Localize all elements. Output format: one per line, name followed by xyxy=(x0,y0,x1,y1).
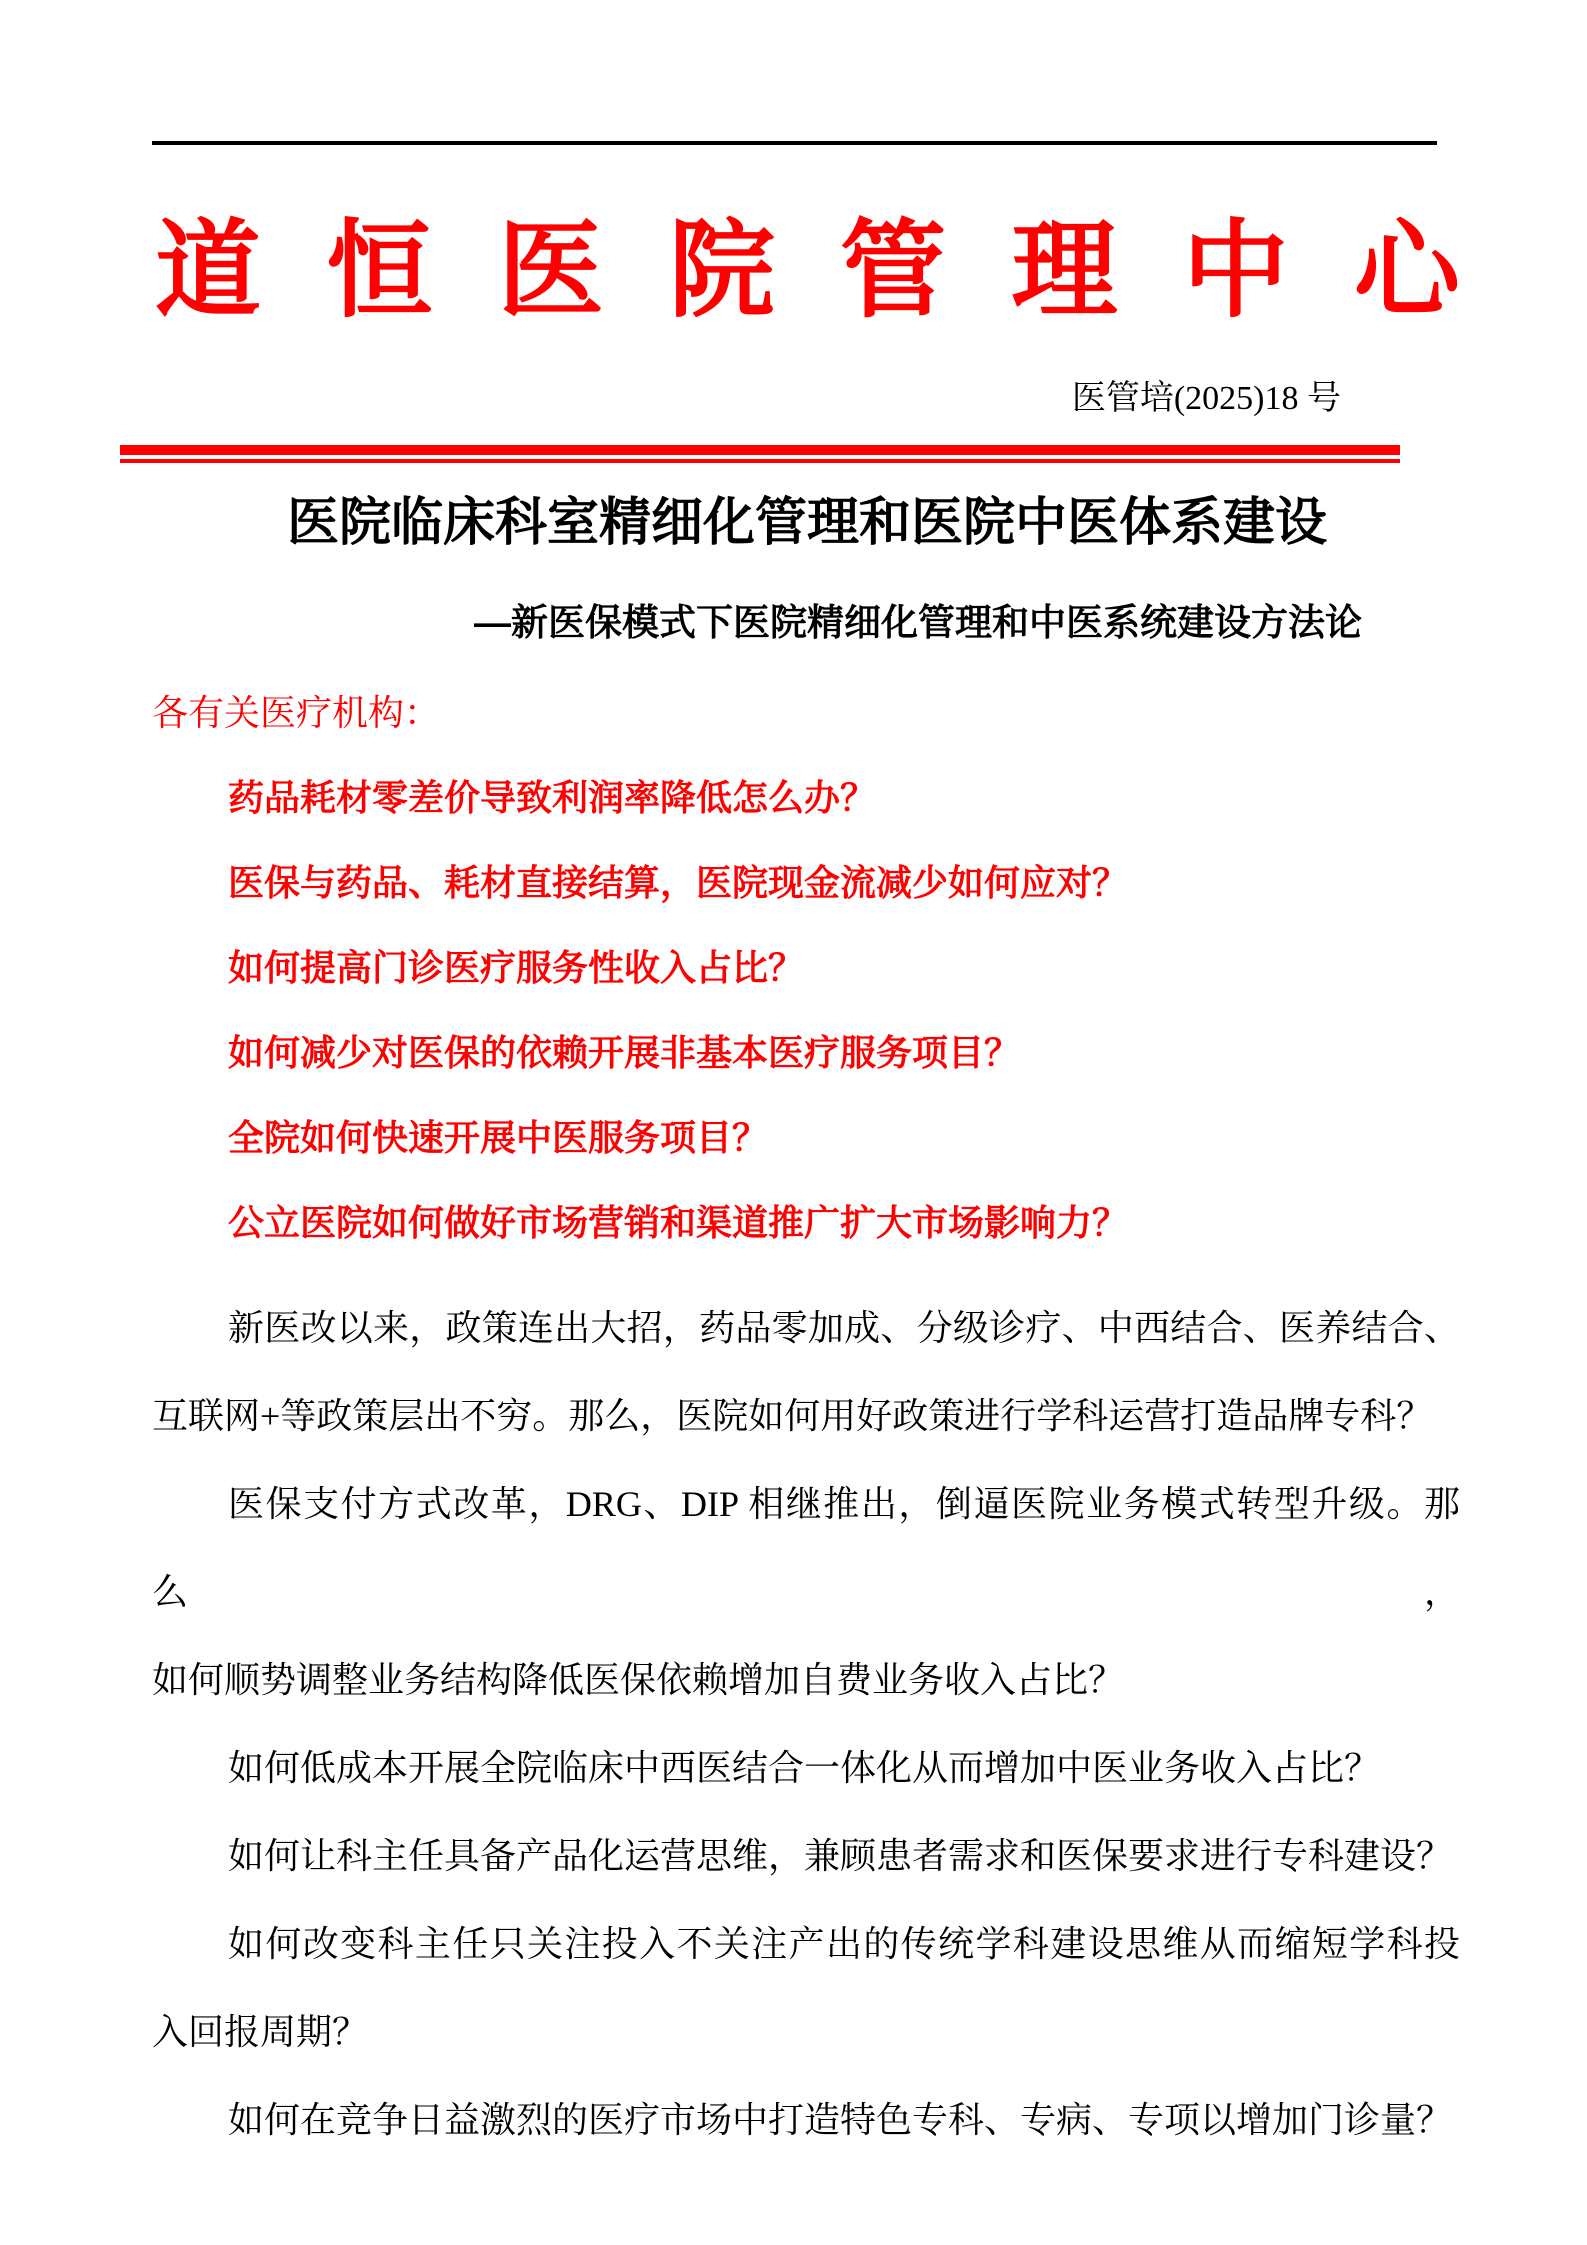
body-paragraph-line: 如何让科主任具备产品化运营思维，兼顾患者需求和医保要求进行专科建设？ xyxy=(228,1836,1453,1876)
red-separator-thick-bar xyxy=(120,445,1400,455)
highlight-question: 如何提高门诊医疗服务性收入占比？ xyxy=(228,948,805,988)
body-paragraph-line: 入回报周期？ xyxy=(152,2012,369,2052)
body-paragraph xyxy=(152,1812,1460,1900)
letterhead-title: 道 恒 医 院 管 理 中 心 xyxy=(155,212,1460,330)
body-paragraph-line: 如何改变科主任只关注投入不关注产出的传统学科建设思维从而缩短学科投 xyxy=(228,1924,1460,1964)
body-paragraph-line: 如何在竞争日益激烈的医疗市场中打造特色专科、专病、专项以增加门诊量？ xyxy=(228,2100,1453,2140)
document-title: 医院临床科室精细化管理和医院中医体系建设 xyxy=(286,494,1327,552)
highlight-question: 如何减少对医保的依赖开展非基本医疗服务项目？ xyxy=(228,1033,1021,1073)
highlight-question: 医保与药品、耗材直接结算，医院现金流减少如何应对？ xyxy=(228,863,1129,903)
body-paragraph-line: 新医改以来，政策连出大招，药品零加成、分级诊疗、中西结合、医养结合、 xyxy=(228,1308,1460,1348)
body-paragraph xyxy=(152,1724,1460,1812)
body-paragraph xyxy=(152,1900,1460,2076)
body-paragraph-line: 如何顺势调整业务结构降低医保依赖增加自费业务收入占比？ xyxy=(152,1660,1125,1700)
body-paragraph xyxy=(152,1460,1460,1724)
red-separator xyxy=(120,445,1400,463)
document-body xyxy=(0,671,1587,2164)
highlight-question: 公立医院如何做好市场营销和渠道推广扩大市场影响力？ xyxy=(228,1203,1129,1243)
body-paragraph-line: 互联网+等政策层出不穷。那么，医院如何用好政策进行学科运营打造品牌专科？ xyxy=(152,1396,1433,1436)
salutation: 各有关医疗机构： xyxy=(152,693,441,733)
body-paragraph-line: 如何低成本开展全院临床中西医结合一体化从而增加中医业务收入占比？ xyxy=(228,1748,1381,1788)
highlight-question: 药品耗材零差价导致利润率降低怎么办？ xyxy=(228,778,877,818)
top-rule xyxy=(152,141,1437,145)
body-paragraph xyxy=(152,2076,1460,2164)
document-number: 医管培(2025)18 号 xyxy=(1071,380,1341,417)
red-separator-thin-bar xyxy=(120,459,1400,463)
highlight-question: 全院如何快速开展中医服务项目？ xyxy=(228,1118,769,1158)
body-paragraph xyxy=(152,1284,1460,1460)
document-subtitle: —新医保模式下医院精细化管理和中医系统建设方法论 xyxy=(474,602,1362,643)
body-paragraph-line: 医保支付方式改革，DRG、DIP 相继推出，倒逼医院业务模式转型升级。那么， xyxy=(152,1484,1460,1612)
